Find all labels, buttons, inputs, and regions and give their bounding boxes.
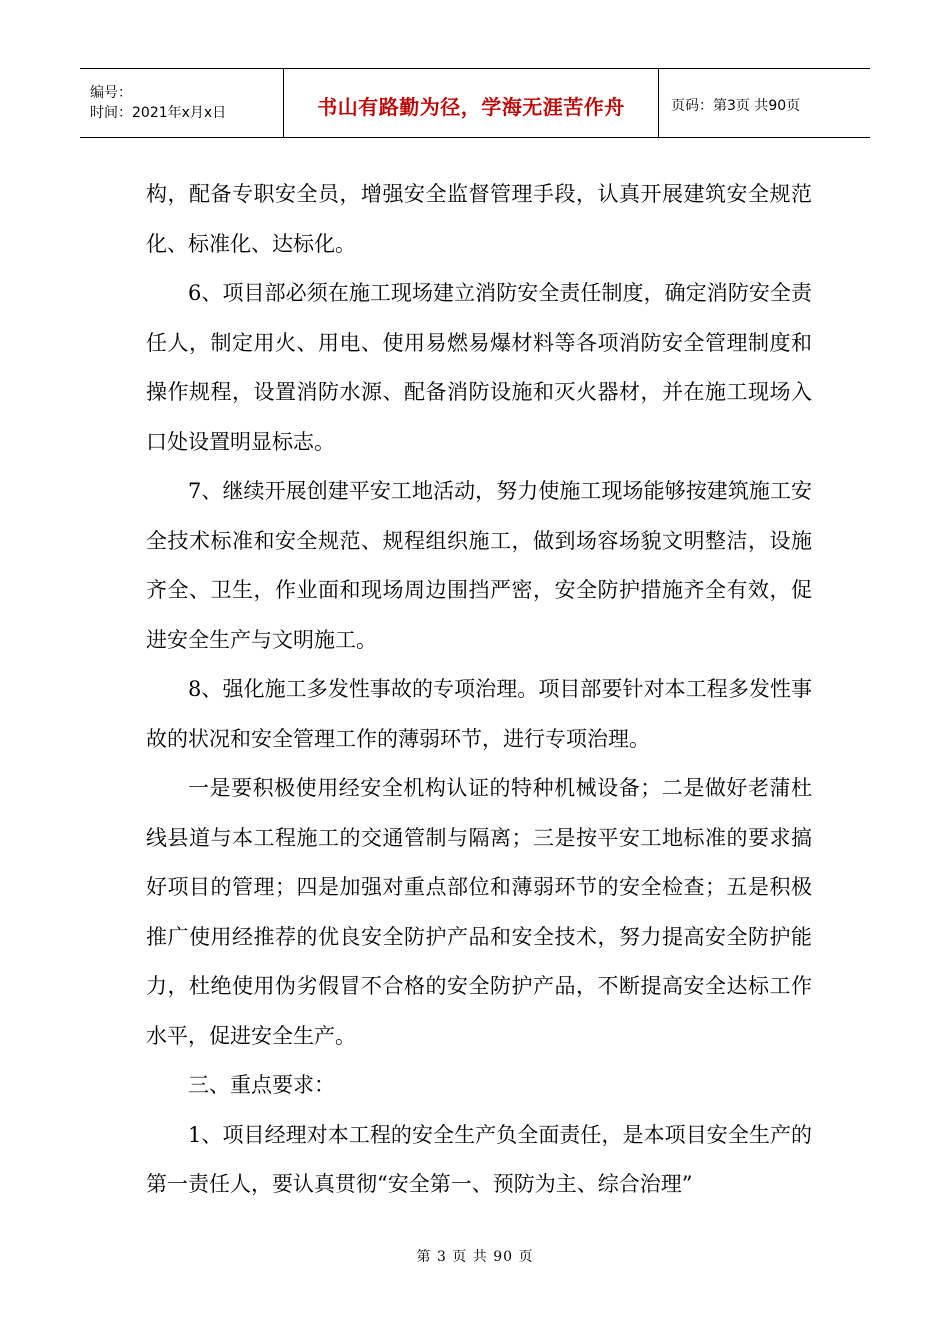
document-date-label: 时间：2021年x月x日 (90, 105, 227, 121)
header-page-cell (659, 69, 870, 137)
paragraph: 7、继续开展创建平安工地活动，努力使施工现场能够按建筑施工安全技术标准和安全规范、规程组织施工，做到场容场貌文明整洁，设施齐全、卫生，作业面和现场周边围挡严密，安全防护措施齐全有效，促进安全生产与文明施工。 (146, 479, 812, 652)
document-number-label: 编号： (90, 85, 132, 101)
paragraph: 1、项目经理对本工程的安全生产负全面责任，是本项目安全生产的第一责任人，要认真贯彻“安全第一、预防为主、综合治理” (146, 1122, 812, 1196)
paragraph: 一是要积极使用经安全机构认证的特种机械设备；二是做好老蒲杜线县道与本工程施工的交通管制与隔离；三是按平安工地标准的要求搞好项目的管理；四是加强对重点部位和薄弱环节的安全检查；五是积极推广使用经推荐的优良安全防护产品和安全技术，努力提高安全防护能力，杜绝使用伪劣假冒不合格的安全防护产品，不断提高安全达标工作水平，促进安全生产。 (146, 776, 812, 1048)
header-motto-cell (283, 69, 659, 137)
paragraph: 8、强化施工多发性事故的专项治理。项目部要针对本工程多发性事故的状况和安全管理工作的薄弱环节，进行专项治理。 (146, 677, 812, 751)
document-header (80, 68, 870, 138)
page-footer: 第 3 页 共 90 页 (416, 1249, 534, 1265)
header-meta (80, 69, 283, 137)
header-motto: 书山有路勤为径，学海无涯苦作舟 (317, 94, 625, 119)
document-body (146, 170, 812, 1210)
header-page-number: 页码：第3页 共90页 (671, 98, 801, 114)
paragraph: 构，配备专职安全员，增强安全监督管理手段，认真开展建筑安全规范化、标准化、达标化。 (146, 182, 812, 256)
section-heading: 三、重点要求： (188, 1073, 335, 1097)
paragraph: 6、项目部必须在施工现场建立消防安全责任制度，确定消防安全责任人，制定用火、用电、使用易燃易爆材料等各项消防安全管理制度和操作规程，设置消防水源、配备消防设施和灭火器材，并在施工现场入口处设置明显标志。 (146, 281, 812, 454)
